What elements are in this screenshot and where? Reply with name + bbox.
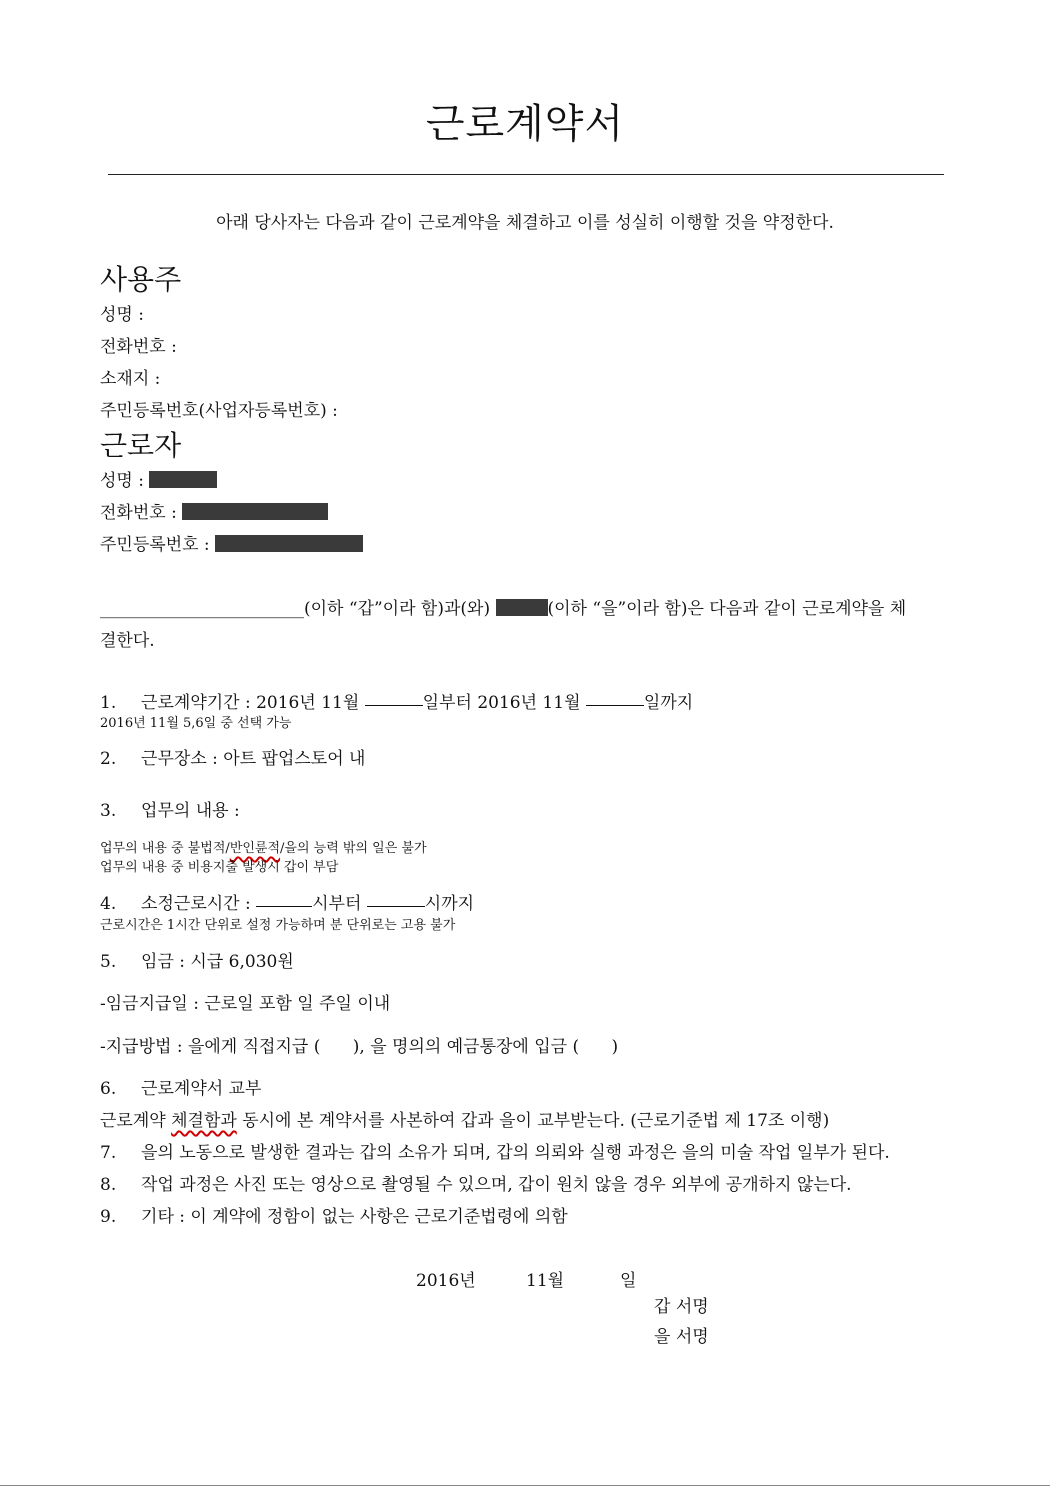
redacted-name [149, 471, 217, 488]
item-4-text-a: 소정근로시간 : [141, 894, 257, 914]
item-1-text-c: 일까지 [643, 693, 694, 713]
item-1-text-a: 근로계약기간 : 2016년 11월 [141, 693, 365, 713]
item-6-number: 6. [100, 1079, 117, 1099]
employee-name-row [100, 466, 217, 491]
redacted-party-b [496, 599, 548, 616]
redacted-phone [182, 503, 328, 520]
item-7-number: 7. [100, 1143, 117, 1163]
item-2-text: 근무장소 : 아트 팝업스토어 내 [141, 749, 366, 769]
pay-date: -임금지급일 : 근로일 포함 일 주일 이내 [100, 994, 391, 1014]
parties-continuation: 결한다. [100, 631, 155, 651]
item-6-desc-c: 동시에 본 계약서를 사본하여 갑과 을이 교부받는다. (근로기준법 제 17조 이행) [236, 1111, 830, 1131]
item-3-note-1-b: 반인륜적 [229, 841, 281, 856]
signature-year: 2016년 [416, 1271, 476, 1291]
employee-heading: 근로자 [100, 429, 182, 462]
item-5-text: 임금 : 시급 6,030원 [141, 952, 294, 972]
employer-phone-label: 전화번호 : [100, 337, 177, 357]
page-bottom-edge [0, 1485, 1050, 1486]
item-4 [100, 889, 474, 914]
item-3 [100, 796, 240, 821]
item-3-note-1-a: 업무의 내용 중 불법적/ [100, 841, 230, 856]
item-5-number: 5. [100, 952, 117, 972]
parties-clause [100, 594, 906, 619]
item-3-note-2: 업무의 내용 중 비용지출 발생시 갑이 부담 [100, 860, 339, 875]
employer-heading: 사용주 [100, 263, 182, 296]
item-1-note: 2016년 11월 5,6일 중 선택 가능 [100, 716, 292, 731]
item-6-desc-b: 체결함과 [171, 1111, 237, 1131]
item-8-number: 8. [100, 1175, 117, 1195]
start-hour-blank[interactable] [256, 906, 312, 907]
item-6-desc-a: 근로계약 [100, 1111, 172, 1131]
employer-name-label: 성명 : [100, 305, 144, 325]
item-4-note: 근로시간은 1시간 단위로 설정 가능하며 분 단위로는 고용 불가 [100, 918, 456, 933]
item-9 [100, 1202, 568, 1227]
item-3-number: 3. [100, 801, 117, 821]
employee-id-label: 주민등록번호 : [100, 535, 210, 555]
document-title: 근로계약서 [425, 101, 625, 147]
item-6-desc [100, 1106, 829, 1131]
employer-id-label: 주민등록번호(사업자등록번호) : [100, 401, 338, 421]
item-6 [100, 1074, 261, 1099]
item-3-note-1-c: /을의 능력 밖의 일은 불가 [280, 841, 427, 856]
item-7-text: 을의 노동으로 발생한 결과는 갑의 소유가 되며, 갑의 의뢰와 실행 과정은 을의 미술 작업 일부가 된다. [141, 1143, 890, 1163]
employee-phone-row [100, 498, 328, 523]
title-underline [108, 174, 944, 175]
intro-text: 아래 당사자는 다음과 같이 근로계약을 체결하고 이를 성실히 이행할 것을 약정한다. [216, 213, 834, 233]
parties-text-b: (이하 “을”이라 함)은 다음과 같이 근로계약을 체 [547, 599, 907, 619]
signature-party-a[interactable]: 갑 서명 [654, 1297, 709, 1317]
redacted-id [215, 535, 363, 552]
signature-month: 11월 [526, 1271, 565, 1291]
item-4-number: 4. [100, 894, 117, 914]
signature-day: 일 [620, 1271, 637, 1291]
item-2 [100, 744, 365, 769]
item-4-text-c: 시까지 [424, 894, 475, 914]
item-2-number: 2. [100, 749, 117, 769]
party-a-blank: ________________________ [100, 599, 304, 619]
item-1 [100, 688, 693, 713]
parties-text-a: (이하 “갑”이라 함)과(와) [304, 599, 496, 619]
signature-party-b[interactable]: 을 서명 [654, 1327, 709, 1347]
employee-name-label: 성명 : [100, 471, 144, 491]
pay-method: -지급방법 : 을에게 직접지급 ( ), 을 명의의 예금통장에 입금 ( ) [100, 1037, 619, 1057]
item-8 [100, 1170, 852, 1195]
employee-id-row [100, 530, 363, 555]
employer-address-label: 소재지 : [100, 369, 161, 389]
item-3-note-1 [100, 837, 427, 856]
item-5 [100, 947, 294, 972]
item-1-number: 1. [100, 693, 117, 713]
item-4-text-b: 시부터 [312, 894, 367, 914]
item-6-text: 근로계약서 교부 [141, 1079, 262, 1099]
item-3-text: 업무의 내용 : [141, 801, 240, 821]
item-8-text: 작업 과정은 사진 또는 영상으로 촬영될 수 있으며, 갑이 원치 않을 경우 외부에 공개하지 않는다. [141, 1175, 852, 1195]
item-7 [100, 1138, 890, 1163]
end-day-blank[interactable] [586, 705, 644, 706]
item-1-text-b: 일부터 2016년 11월 [422, 693, 586, 713]
employee-phone-label: 전화번호 : [100, 503, 177, 523]
item-9-text: 기타 : 이 계약에 정함이 없는 사항은 근로기준법령에 의함 [141, 1207, 568, 1227]
end-hour-blank[interactable] [367, 906, 425, 907]
start-day-blank[interactable] [365, 705, 423, 706]
item-9-number: 9. [100, 1207, 117, 1227]
